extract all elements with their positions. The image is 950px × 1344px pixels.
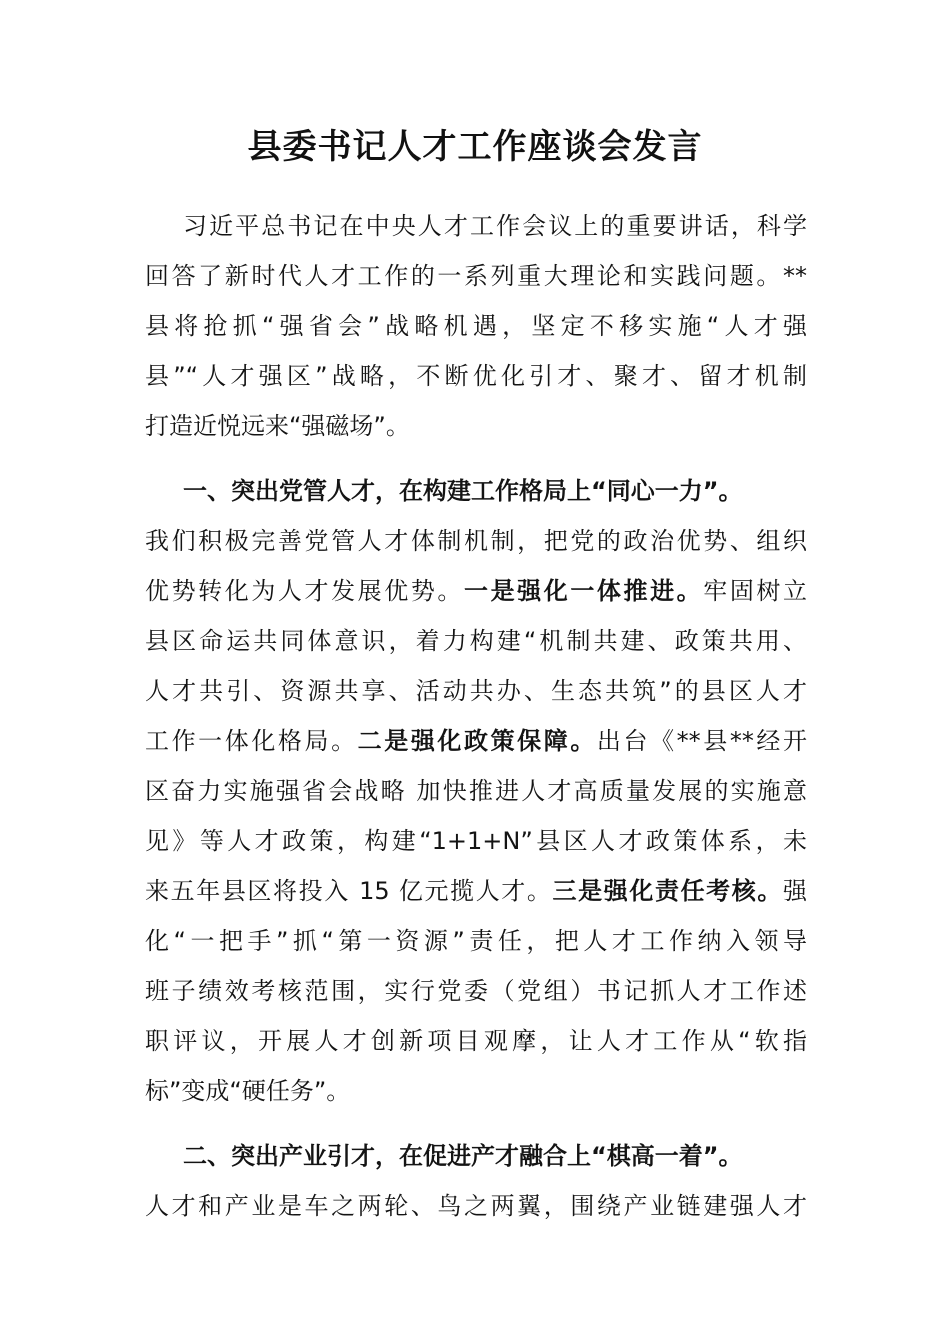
section-heading: 一、突出党管人才，在构建工作格局上“同心一力”。 <box>183 477 743 505</box>
paragraph-line <box>145 866 807 916</box>
paragraph-line: 县将抢抓“强省会”战略机遇，坚定不移实施“人才强 <box>145 312 807 340</box>
paragraph-line: 回答了新时代人才工作的一系列重大理论和实践问题。** <box>145 262 807 290</box>
intro-paragraph <box>145 201 807 451</box>
key-point-label: 二是强化政策保障。 <box>357 727 597 755</box>
paragraph-line: 区奋力实施强省会战略 加快推进人才高质量发展的实施意 <box>145 777 807 805</box>
paragraph-line: 人才和产业是车之两轮、鸟之两翼，围绕产业链建强人才 <box>145 1192 807 1220</box>
paragraph-line: 县区命运共同体意识，着力构建“机制共建、政策共用、 <box>145 627 807 655</box>
text-run: 优势转化为人才发展优势。 <box>145 577 464 605</box>
section-one <box>145 466 807 1116</box>
text-run: 工作一体化格局。 <box>145 727 358 755</box>
paragraph-line: 职评议，开展人才创新项目观摩，让人才工作从“软指 <box>145 1027 807 1055</box>
key-point-label: 一是强化一体推进。 <box>464 577 704 605</box>
section-heading: 二、突出产业引才，在促进产才融合上“棋高一着”。 <box>183 1142 743 1170</box>
paragraph-line: 打造近悦远来“强磁场”。 <box>145 412 410 440</box>
paragraph-line: 班子绩效考核范围，实行党委（党组）书记抓人才工作述 <box>145 977 807 1005</box>
text-run: 强 <box>783 877 808 905</box>
key-point-label: 三是强化责任考核。 <box>552 877 784 905</box>
paragraph-gap <box>145 1116 807 1131</box>
document-body <box>145 201 807 1231</box>
paragraph-line: 习近平总书记在中央人才工作会议上的重要讲话，科学 <box>183 212 807 240</box>
paragraph-gap <box>145 451 807 466</box>
paragraph-line: 人才共引、资源共享、活动共办、生态共筑”的县区人才 <box>145 677 807 705</box>
paragraph-line: 见》等人才政策，构建“1+1+N”县区人才政策体系，未 <box>145 827 807 855</box>
paragraph-line: 我们积极完善党管人才体制机制，把党的政治优势、组织 <box>145 527 807 555</box>
section-two <box>145 1131 807 1231</box>
paragraph-line: 化“一把手”抓“第一资源”责任，把人才工作纳入领导 <box>145 927 807 955</box>
text-run: 来五年县区将投入 15 亿元揽人才。 <box>145 877 553 905</box>
paragraph-line: 县”“人才强区”战略，不断优化引才、聚才、留才机制 <box>145 362 807 390</box>
text-run: 出台《**县**经开 <box>596 727 808 755</box>
paragraph-line <box>145 716 807 766</box>
text-run: 牢固树立 <box>703 577 807 605</box>
paragraph-line <box>145 566 807 616</box>
paragraph-line: 标”变成“硬任务”。 <box>145 1077 351 1105</box>
document-title: 县委书记人才工作座谈会发言 <box>247 127 703 167</box>
